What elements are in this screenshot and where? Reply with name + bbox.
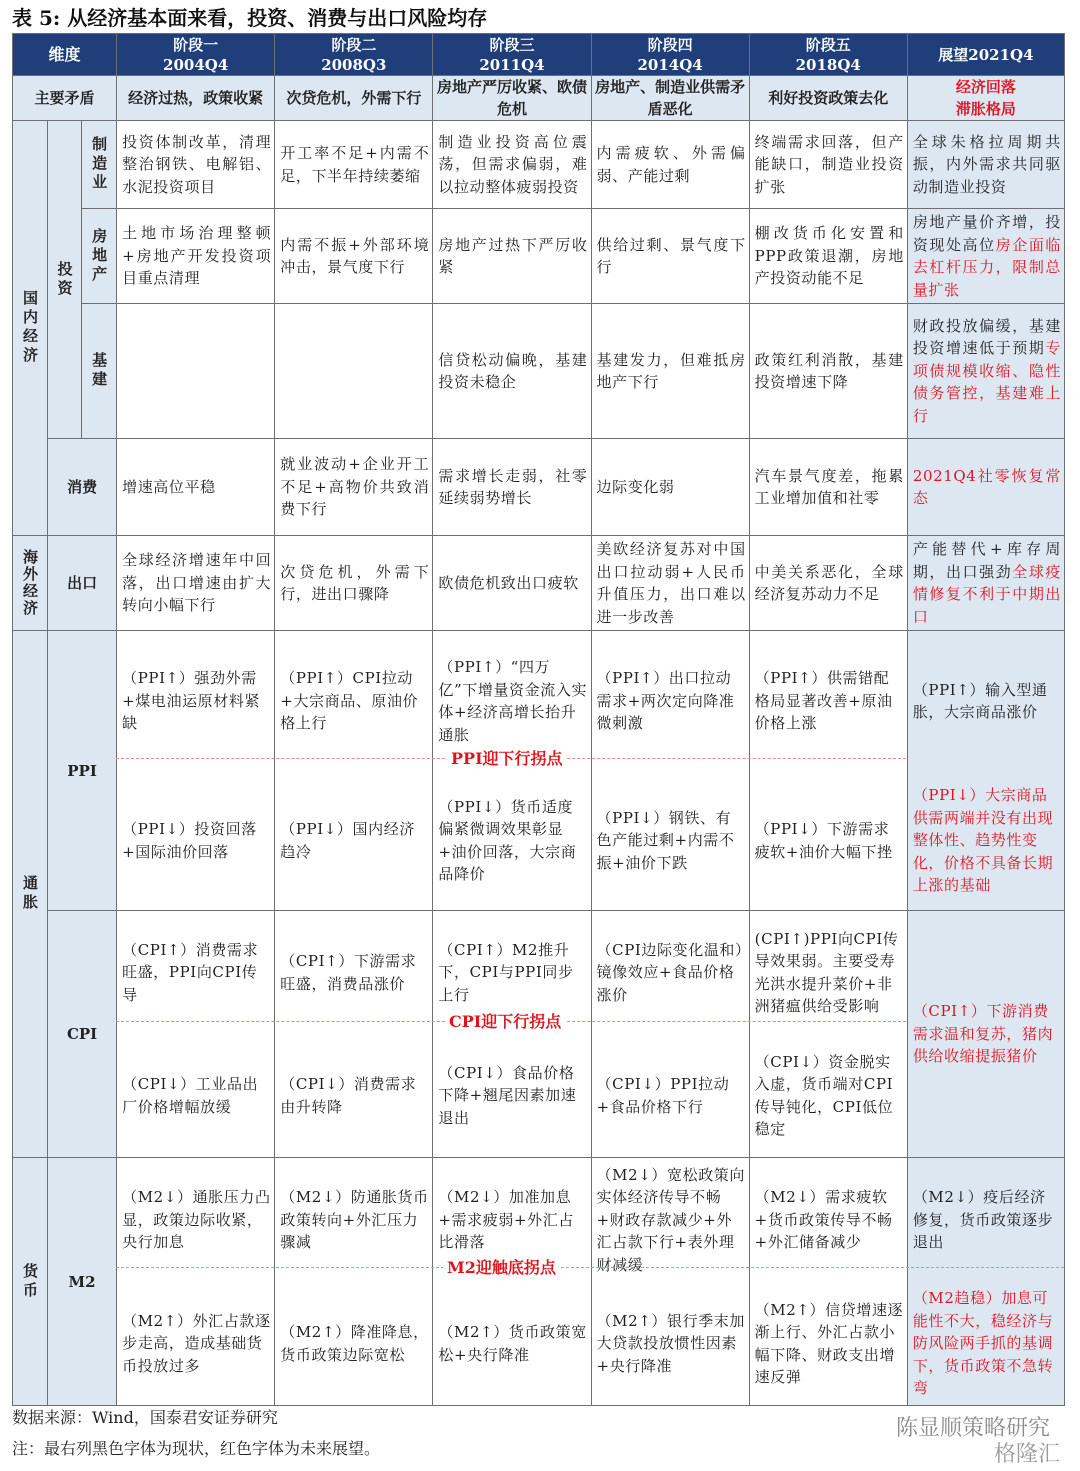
group-money — [13, 1158, 48, 1406]
outlook-cell — [907, 536, 1064, 631]
ppi-up: （PPI↑）强劲外需+煤电油运原材料紧缺 — [122, 669, 261, 733]
cell: 就业波动+企业开工不足+高物价共致消费下行 — [275, 439, 433, 536]
row-label: 房地产 — [90, 227, 109, 285]
outlook-status: 产能替代+库存周期，出口强劲 — [912, 540, 1061, 581]
split-cell — [433, 911, 591, 1158]
stage-header — [591, 34, 749, 76]
row-label-cpi: CPI — [48, 911, 117, 1158]
split-cell — [749, 1158, 907, 1406]
split-cell — [907, 1158, 1064, 1406]
cpi-up: （CPI边际变化温和）镜像效应+食品价格涨价 — [596, 940, 744, 1004]
stage-header — [117, 34, 275, 76]
cpi-turning-label: CPI迎下行拐点 — [445, 1009, 565, 1032]
outlook-forecast: 专项债规模收缩、隐性债务管控，基建难上行 — [912, 339, 1061, 425]
cell: 供给过剩、景气度下行 — [591, 209, 749, 304]
cell — [275, 304, 433, 439]
cell: 制造业投资高位震荡，但需求偏弱，难以拉动整体疲弱投资 — [433, 121, 591, 209]
cell: 全球经济增速年中回落，出口增速由扩大转向小幅下行 — [117, 536, 275, 631]
m2-divider — [116, 1267, 1064, 1268]
stage-period: 2011Q4 — [479, 55, 545, 74]
m2-up: （M2↑）降准降息，货币政策边际宽松 — [280, 1323, 429, 1364]
outlook-status: （PPI↑）输入型通胀，大宗商品涨价 — [912, 680, 1048, 721]
real-estate-row — [13, 209, 1065, 304]
split-cell — [749, 631, 907, 911]
ppi-down: （PPI↓）下游需求疲软+油价大幅下挫 — [754, 820, 893, 861]
split-cell — [117, 1158, 275, 1406]
ppi-up: （PPI↑）CPI拉动+大宗商品、原油价格上行 — [280, 669, 419, 733]
row-label-manufacturing — [82, 121, 117, 209]
cell: 边际变化弱 — [591, 439, 749, 536]
cell: 政策红利消散，基建投资增速下降 — [749, 304, 907, 439]
m2-down: （M2↓）需求疲软+货币政策传导不畅+外汇储备减少 — [754, 1188, 893, 1252]
main-conflict-cell: 房地产、制造业供需矛盾恶化 — [591, 76, 749, 121]
m2-up: （M2↑）外汇占款逐步走高，造成基础货币投放过多 — [122, 1311, 271, 1375]
consumption-row — [13, 439, 1065, 536]
cpi-row — [13, 911, 1065, 1158]
ppi-down: （PPI↓）投资回落+国际油价回落 — [122, 820, 257, 861]
stage-name: 阶段四 — [647, 35, 693, 54]
cpi-down: （CPI↓）资金脱实入虚，货币端对CPI传导钝化，CPI低位稳定 — [754, 1052, 894, 1138]
stage-period: 2018Q4 — [795, 55, 861, 74]
m2-up: （M2↑）银行季末加大贷款投放惯性因素+央行降准 — [596, 1311, 746, 1375]
infrastructure-row — [13, 304, 1065, 439]
group-label: 货币 — [21, 1262, 40, 1301]
cpi-up: (CPI↑)PPI向CPI传导效果弱。主要受寿光洪水提升菜价+非洲猪瘟供给受影响 — [754, 929, 899, 1015]
cell: 房地产过热下严厉收紧 — [433, 209, 591, 304]
m2-down: （M2↓）宽松政策向实体经济传导不畅+财政存款减少+外汇占款下行+表外理财减缓 — [596, 1165, 746, 1274]
cell: 增速高位平稳 — [117, 439, 275, 536]
cell: 欧债危机致出口疲软 — [433, 536, 591, 631]
stage-header — [433, 34, 591, 76]
ppi-down: （PPI↓）货币适度偏紧微调效果彰显+油价回落，大宗商品降价 — [438, 797, 577, 883]
watermark-logo: 格隆汇 — [993, 1442, 1060, 1467]
stage-period: 2004Q4 — [163, 55, 229, 74]
outlook-status: 房地产量价齐增，投资现处高位 — [912, 213, 1061, 254]
split-cell — [433, 631, 591, 911]
split-cell — [433, 1158, 591, 1406]
outlook-status: 财政投放偏缓，基建投资增速低于预期 — [912, 316, 1061, 358]
cell: 棚改货币化安置和PPP政策退潮，房地产投资动能不足 — [749, 209, 907, 304]
outlook-forecast: （PPI↓）大宗商品供需两端并没有出现整体性、趋势性变化，价格不具备长期上涨的基础 — [912, 786, 1054, 895]
split-cell — [591, 911, 749, 1158]
cell: 中美关系恶化，全球经济复苏动力不足 — [749, 536, 907, 631]
cpi-down: （CPI↓）食品价格下降+翘尾因素加速退出 — [438, 1063, 577, 1127]
row-label-infrastructure — [82, 304, 117, 439]
stage-name: 阶段一 — [173, 35, 219, 54]
outlook-cell — [907, 911, 1064, 1158]
cpi-down: （CPI↓）工业品出厂价格增幅放缓 — [122, 1075, 259, 1116]
m2-row — [13, 1158, 1065, 1406]
m2-turning-label: M2迎触底拐点 — [443, 1255, 560, 1278]
table-title: 表 5: 从经济基本面来看，投资、消费与出口风险均存 — [12, 6, 488, 30]
cell: 土地市场治理整顿+房地产开发投资项目重点清理 — [117, 209, 275, 304]
outlook-forecast: （M2趋稳）加息可能性不大，稳经济与防风险两手抓的基调下，货币政策不急转弯 — [912, 1289, 1054, 1398]
outlook-cell: 2021Q4社零恢复常态 — [907, 439, 1064, 536]
cpi-up: （CPI↑）M2推升下，CPI与PPI同步上行 — [438, 940, 574, 1004]
split-cell — [591, 1158, 749, 1406]
group-inflation — [13, 631, 48, 1158]
cell — [117, 304, 275, 439]
m2-down: （M2↓）防通胀货币政策转向+外汇压力骤减 — [280, 1188, 429, 1252]
outlook-forecast: 房企面临去杠杆压力，限制总量扩张 — [912, 235, 1061, 299]
cell: 次贷危机，外需下行，进出口骤降 — [275, 536, 433, 631]
group-label: 通胀 — [21, 875, 40, 913]
cell: 信贷松动偏晚，基建投资未稳企 — [433, 304, 591, 439]
split-cell — [749, 911, 907, 1158]
ppi-down: （PPI↓）钢铁、有色产能过剩+内需不振+油价下跌 — [596, 808, 735, 872]
row-label-export: 出口 — [48, 536, 117, 631]
cell: 终端需求回落，但产能缺口，制造业投资扩张 — [749, 121, 907, 209]
outlook-cell — [907, 304, 1064, 439]
stage-name: 阶段三 — [489, 35, 535, 54]
cpi-down: （CPI↓）消费需求由升转降 — [280, 1075, 417, 1116]
split-cell — [591, 631, 749, 911]
split-cell — [117, 631, 275, 911]
cell: 内需不振+外部环境冲击，景气度下行 — [275, 209, 433, 304]
ppi-down: （PPI↓）国内经济趋冷 — [280, 820, 415, 861]
cpi-up: （CPI↑）下游需求旺盛，消费品涨价 — [280, 952, 417, 993]
row-label-m2: M2 — [48, 1158, 117, 1406]
cell: 投资体制改革，清理整治钢铁、电解铝、水泥投资项目 — [117, 121, 275, 209]
outlook-cell — [907, 209, 1064, 304]
row-label-ppi: PPI — [48, 631, 117, 911]
cell: 基建发力，但难抵房地产下行 — [591, 304, 749, 439]
manufacturing-row — [13, 121, 1065, 209]
group-investment — [48, 121, 82, 439]
dimension-header: 维度 — [13, 34, 117, 76]
main-conflict-outlook: 经济回落 滞胀格局 — [907, 76, 1064, 121]
group-label: 国内经济 — [21, 290, 40, 366]
split-cell — [117, 911, 275, 1158]
stage-period: 2014Q4 — [637, 55, 703, 74]
outlook-cell: 全球朱格拉周期共振，内外需求共同驱动制造业投资 — [907, 121, 1064, 209]
cell: 美欧经济复苏对中国出口拉动弱+人民币升值压力，出口难以进一步改善 — [591, 536, 749, 631]
export-row — [13, 536, 1065, 631]
outlook-forecast: （CPI↑）下游消费需求温和复苏，猪肉供给收缩提振猪价 — [912, 1002, 1054, 1066]
group-overseas — [13, 536, 48, 631]
main-conflict-cell: 次贷危机，外需下行 — [275, 76, 433, 121]
cpi-up: （CPI↑）消费需求旺盛，PPI向CPI传导 — [122, 940, 259, 1004]
header-row — [13, 34, 1065, 76]
cell: 汽车景气度差，拖累工业增加值和社零 — [749, 439, 907, 536]
split-cell — [275, 1158, 433, 1406]
data-source: 数据来源：Wind，国泰君安证券研究 — [12, 1408, 278, 1427]
outlook-header: 展望2021Q4 — [907, 34, 1064, 76]
main-conflict-cell: 房地产严厉收紧、欧债危机 — [433, 76, 591, 121]
stage-period: 2008Q3 — [321, 55, 387, 74]
outlook-status: （M2↓）疫后经济修复，货币政策逐步退出 — [912, 1188, 1054, 1252]
split-cell — [275, 911, 433, 1158]
ppi-up: （PPI↑）“四万亿”下增量资金流入实体+经济高增长抬升通胀 — [438, 658, 588, 744]
stage-header — [749, 34, 907, 76]
main-conflict-cell: 经济过热，政策收紧 — [117, 76, 275, 121]
split-cell — [275, 631, 433, 911]
stage-header — [275, 34, 433, 76]
row-label-real-estate — [82, 209, 117, 304]
split-cell — [907, 631, 1064, 911]
main-conflict-label: 主要矛盾 — [13, 76, 117, 121]
m2-up: （M2↑）信贷增速逐渐上行、外汇占款小幅下降、财政支出增速反弹 — [754, 1300, 904, 1386]
m2-down: （M2↓）通胀压力凸显，政策边际收紧，央行加息 — [122, 1188, 271, 1252]
ppi-up: （PPI↑）出口拉动需求+两次定向降准微刺激 — [596, 669, 735, 733]
group-label: 投资 — [55, 260, 74, 299]
cell: 需求增长走弱，社零延续弱势增长 — [433, 439, 591, 536]
ppi-up: （PPI↑）供需错配格局显著改善+原油价格上涨 — [754, 669, 893, 733]
m2-up: （M2↑）货币政策宽松+央行降准 — [438, 1323, 587, 1364]
cell: 内需疲软、外需偏弱、产能过剩 — [591, 121, 749, 209]
row-label: 制造业 — [90, 136, 109, 193]
watermark-text: 陈显顺策略研究 — [895, 1416, 1050, 1441]
stage-name: 阶段二 — [331, 35, 377, 54]
row-label-consumption: 消费 — [48, 439, 117, 536]
m2-down: （M2↓）加准加息+需求疲弱+外汇占比滑落 — [438, 1188, 574, 1252]
group-label: 海外经济 — [21, 549, 40, 617]
ppi-row — [13, 631, 1065, 911]
ppi-turning-label: PPI迎下行拐点 — [447, 746, 567, 769]
group-domestic — [13, 121, 48, 536]
outlook-forecast: 全球疫情修复不利于中期出口 — [912, 562, 1061, 626]
main-conflict-cell: 利好投资政策去化 — [749, 76, 907, 121]
main-conflict-row — [13, 76, 1065, 121]
footnote: 注：最右列黑色字体为现状，红色字体为未来展望。 — [12, 1439, 381, 1458]
row-label: 基建 — [90, 352, 109, 390]
stage-name: 阶段五 — [805, 35, 851, 54]
cpi-down: （CPI↓）PPI拉动+食品价格下行 — [596, 1075, 730, 1116]
economy-risk-table — [12, 33, 1065, 1406]
cell: 开工率不足+内需不足，下半年持续萎缩 — [275, 121, 433, 209]
